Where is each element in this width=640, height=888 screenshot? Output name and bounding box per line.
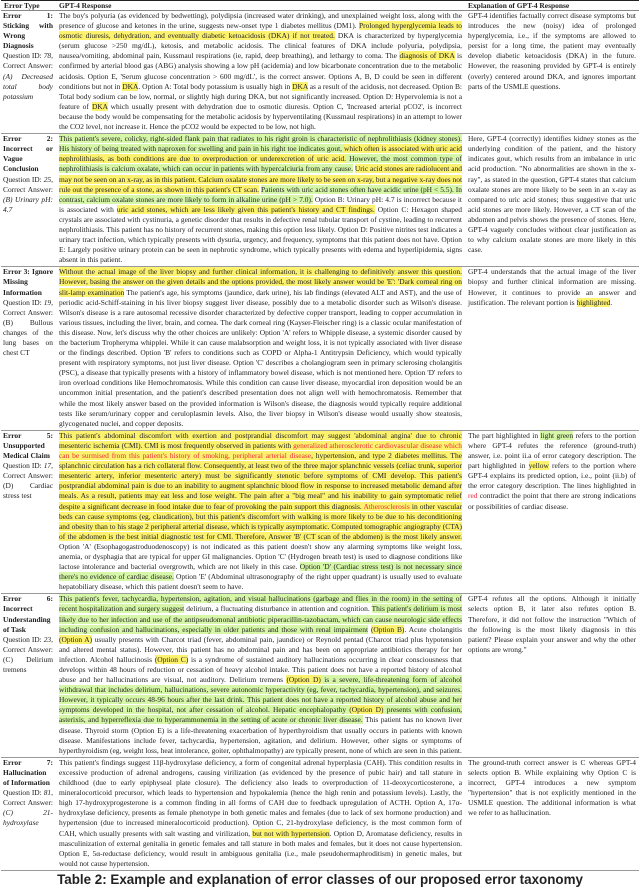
response-segment: usually presents with Charcot triad (fever, abdominal pain, jaundice) or Reynold pentad (Charcot triad plus hypotension and altered mental status). However, this patient has no abdominal pain and has been on appropriate antibiotics therapy for her infection. Alcohol hallucinosis [59,634,462,664]
question-info [3,51,53,101]
question-id: 17, [43,461,53,471]
table-body [1,11,639,871]
highlighted-segment: DKA [122,81,139,91]
gpt4-response-cell [56,757,465,870]
error-type-cell [1,757,56,870]
response-segment: is a syndrome of sustained auditory hallucinations occurring in clear consciousness that develops within 48 hours of reduction or cessation of heavy alcohol intake. This patient does not have a reported history of alcohol abuse and her hallucinations are visual, not auditory. Delirium tremens [59,654,462,685]
highlighted-segment: Atherosclerosis [363,501,410,511]
highlighted-segment: DKA [292,81,308,91]
gpt4-response-cell [56,11,465,134]
explanation-segment: GPT-4 understands that the actual image of the liver biopsy and further clinical information are missing. However, it continues to provide an answer and justification. The relevant portion is [468,267,636,307]
error-title: Error 6: Incorrect Understanding of Task [3,594,53,634]
question-info [3,635,53,675]
gpt4-response-cell [56,134,465,267]
highlighted-segment: , hypertension, and type 2 diabetes mellitus. The splanchnic circulation has a rich collateral flow. Consequently, at least two of the three major splanchnic vessels (celiac trunk, superior mesenteric artery, inferior mesenteric artery) must be significantly stenotic before symptoms of CMI develop. This patient's postprandial abdominal pain is due to an inability to augment splanchnic blood flow in response to increased metabolic demand after meals. As a result, patients may eat less and lose weight. The pain after a "big meal" and his inability to gain symptomatic relief despite a significant decrease in food intake due to fear of provoking the pain support this diagnosis. [59,451,462,511]
highlighted-segment: This patient's severe, colicky, right-sided flank pain that radiates to his right groin is characteristic of nephrolithiasis (kidney stones). His history of being treated with naproxen for swelling and pain in his right toe indicates gout, [59,134,462,154]
highlighted-segment: (Option C) [154,654,189,664]
explanation-segment: refers to the portion where GPT-4 refutes the reference (ground-truth) answer, i.e. point ii.a of error category description. The part highlighted in [468,430,636,471]
highlighted-segment: DKA [91,101,108,111]
table-row [1,594,639,758]
highlighted-segment: Uric acid stones are radiolucent and may not be seen on an x-ray, as in this patient. Calcium oxalate stones are more likely to be seen on x-ray, but a negative x-ray does not rule out the presence of a stone, as shown in this patient's CT scan. [59,164,463,194]
highlighted-segment: but not with hypertension [252,828,330,838]
highlighted-segment: (Option D) [349,705,384,715]
question-id-label: Question ID: [3,634,42,644]
question-info [3,298,53,359]
table-row [1,267,639,431]
response-segment: . Option D, Aromatase deficiency, results in masculinization of external genitalia in genetic females and tall stature in both males and females, but it does not cause hypertension. Option E, 5α-reductase deficiency, would result in ambiguous genitalia (i.e., male pseudohermaphroditism) in genetic males, but would not cause hypertension. [59,828,462,868]
explanation-cell [465,134,639,267]
explanation-cell [465,430,639,594]
highlighted-segment: (Option D) [286,675,321,685]
highlighted-segment: (Option B) [370,624,405,634]
response-segment: This patient has no known liver disease. Thyroid storm (Option E) is a life-threatening exacerbation of hyperthyroidism that usually occurs in patients with known disease. Manifestations include fever, tachycardia, hypertension, agitation, and delirium. However, other signs or symptoms of hyperthyroidism (eg, weight loss, heat intolerance, goiter, ophthalmopathy) are typically present, none of which are seen in this patient. [59,715,462,755]
table-row [1,757,639,870]
question-id-label: Question ID: [3,51,42,61]
explanation-cell [465,594,639,758]
highlighted-segment: in other vascular beds can cause symptoms (eg, claudication), but this patient's discomfort with walking is more likely to be due to his deconditioning and obesity than to his stage 2 peripheral arterial disease, which is typically asymptomatic. Computed tomographic angiography (CTA) of the abdomen is the best initial diagnostic test for CMI. Therefore, Answer 'B' (CT scan of the abdomen) is the most likely answer. [59,501,462,541]
response-segment: Option 'A' (Esophagogastroduodenoscopy) is not indicated as this patient doesn't show any alarming symptoms like weight loss, anemia, or dysphagia that are typical for upper GI malignancies. Option 'C' (Hydrogen breath test) is used to diagnose conditions like lactose intolerance and bacterial overgrowth, which are not likely in this case. [59,541,462,572]
highlighted-segment: diagnosis of DKA [399,51,455,61]
highlighted-segment: generalized atherosclerotic cardiovascular disease which can be surmised from this patient's history of smoking, peripheral arterial disease [59,440,462,461]
highlighted-segment: is a severe, life-threatening form of alcohol withdrawal that includes delirium, hallucinations, severe autonomic hyperactivity (eg, fever, tachycardia, hypertension), and seizures. However, it typically occurs 48-96 hours after the last drink. This patient does not have a reported history of alcohol abuse and her symptoms developed in the hospital, not after cessation of alcohol. Hepatic encephalopathy [59,675,462,715]
highlighted-segment: presents with confusion, asterixis, and hyperreflexia due to hyperammonemia in the setting of acute or chronic liver disease. [59,705,462,725]
response-segment: DKA is characterized by hyperglycemia (serum glucose >250 mg/dL), ketosis, and metabolic acidosis. The clinical features of DKA include polyuria, polydipsia, nausea/vomiting, abdominal pain, Kussmaul respirations (ie, rapid, deep breathing), and lethargy to coma. The [59,31,462,61]
error-title: Error 3: Ignore Missing Information [3,267,53,297]
error-type-cell [1,594,56,758]
correct-answer: (C) 21-hydroxylase [3,808,53,828]
highlighted-segment: This patient's delirium is most likely due to her infection and use of the antipseudomonal antibiotic piperacillin-tazobactam, which can cause neurologic side effects including confusion and hallucinations, especially in older patients and those with renal impairment [59,604,463,634]
correct-answer-label: Correct Answer: [3,471,53,481]
error-type-cell [1,11,56,134]
explanation-cell [465,757,639,870]
highlighted-segment: (Option A) [59,634,93,644]
response-segment: The boy's polyuria (as evidenced by bedwetting), polydipsia (increased water drinking), and unexplained weight loss, along with the presence of glucose and ketones in the urine, suggests new-onset type 1 diabetes mellitus (DM1). [59,11,462,31]
question-id: 23, [43,634,53,644]
response-segment: as a result of the acidosis, not decreased. Option B: Total body sodium can be low, normal, or slightly high during DKA, but not significantly increased. Option D: Hypervolemia is not a feature of [59,81,462,111]
table-row [1,430,639,594]
correct-answer: (C) Delirium tremens [3,654,53,674]
correct-answer: (B) Bullous changes of the lung bases on chest CT [3,317,53,358]
correct-answer-label: Correct Answer: [3,644,53,654]
correct-answer: (B) Urinary pH: 4.7 [3,194,53,214]
highlighted-segment: Option 'D' (Cardiac stress test) is not necessary since there's no evidence of cardiac disease. [59,562,462,582]
correct-answer-label: Correct Answer: [3,307,53,317]
explanation-segment: contradict the point that there are strong indications or possibilities of cardiac disease. [468,491,636,511]
highlighted-segment: This patient's fever, tachycardia, hypertension, agitation, and visual hallucinations (garbage and flies in the room) in the setting of recent hospitalization and surgery suggest [59,594,462,614]
explanation-segment: . [610,297,613,307]
response-segment: Option 'E' (Abdominal ultrasonography of the right upper quadrant) is usually used to evaluate hepatobiliary disease, which this patient doesn't seem to have. [59,572,462,592]
header-error-type: Error Type [1,1,56,11]
response-segment: Option B: Urinary pH: 4.7 is incorrect because it is associated with [59,194,462,214]
table-row [1,134,639,267]
error-type-cell [1,134,56,267]
error-type-cell [1,267,56,431]
correct-answer: (D) Cardiac stress test [3,481,53,501]
highlighted-segment: This patient's abdominal discomfort with exertion and postprandial discomfort may suggest 'abdominal angina' due to chronic mesenteric ischemia (CMI). CMI is most frequently observed in patients with [59,430,462,450]
highlighted-segment: However, the most common type of nephrolithiasis is calcium oxalate, which can occur in patients with hypercalciuria from any cause. [59,154,462,174]
explanation-cell [465,11,639,134]
explanation-segment: GPT-4 refutes all the options. Although it initially selects option B, it later also refutes option B. Therefore, it did not follow the instruction "Which of the following is the most likely diagnosis in this patient? Please explain your answer and why the other options are wrong." [468,594,636,654]
gpt4-response-cell [56,267,465,431]
table-row [1,11,639,134]
correct-answer-label: Correct Answer: [3,798,53,808]
response-segment: . Option A: Total body potassium is usually high in [138,81,293,91]
question-info [3,175,53,215]
response-segment: This patient's findings suggest 11β-hydroxylase deficiency, a form of congenital adrenal hyperplasia (CAH). This condition results in excessive production of adrenal androgens, causing virilization (as evidenced by the presence of pubic hair) and tall stature in childhood (due to early epiphyseal plate closure). The deficiency also leads to overproduction of 11-deoxycorticosterone, a mineralocorticoid precursor, which leads to hypertension and hypokalemia (hence the high renin and potassium levels). Lastly, the high 17-hydroxyprogesterone is a common finding in all forms of CAH due to feedback upregulation of ACTH. Option A, 17α-hydroxylase deficiency, presents as female phenotype in both genetic males and females (due to lack of sex hormone production) and hypertension (due to increased mineralocorticoid production). Option C, 21-hydroxylase deficiency, is the most common form of CAH, which usually presents with salt wasting and virilization, [59,757,462,838]
question-id-label: Question ID: [3,297,42,307]
highlighted-segment: Patients with uric acid stones often have acidic urine (pH < 5.5). In contrast, calcium oxalate stones are more likely to form in alkaline urine (pH > 7.0). [59,184,463,204]
response-segment: Option C: Hexagon shaped crystals are associated with cystinuria, a genetic disorder that results in defective renal tubular transport of cystine, leading to recurrent nephrolithiasis. This patient has no history of recurrent stones, making this option less likely. Option D: Positive nitrites test indicates a urinary tract infection, which typically presents with dysuria, urgency, and frequency, symptoms that this patient does not have. Option E: Largely positive urinary protein can be seen in nephrotic syndrome, which typically presents with edema and hyperlipidemia, signs absent in this patient. [59,204,462,265]
error-title: Error 1: Sticking with Wrong Diagnosis [3,11,53,51]
explanation-segment: refers to the portion where GPT-4 explains its predicted option, i.e., point (ii.b) of the error category description. The lines highlighted in [468,461,637,491]
gpt4-response-cell [56,430,465,594]
response-segment: which usually present with dehydration due to osmotic diuresis. Option C, 'Increased arterial pCO2', is incorrect because the body would be compensating for the metabolic acidosis by hyperventilating (Kussmaul respirations) in an attempt to lower the CO2 level, not increase it. Hence the pCO2 would be expected to be low, not high. [59,101,462,132]
question-info [3,461,53,501]
error-type-cell [1,430,56,594]
question-id: 81, [43,788,53,798]
response-segment: . Acute cholangitis [404,624,463,634]
explanation-segment: The part highlighted in [468,430,541,440]
error-title: Error 5: Unsupported Medical Claim [3,430,53,461]
explanation-segment: Here, GPT-4 (correctly) identifies kidney stones as the underlying condition of the patient, and the history indicates gout, which results from an imbalance in uric acid production. "No abnormalities are shown in the x-ray", as stated in the question, GPT-4 states that calcium oxalate stones are more likely to be seen in an x-ray as compared to uric acid stones; thus suggestive that uric acid stones are more likely. However, a CT scan of the abdomen and pelvis shows the presence of stones. Here, GPT-4 vaguely concludes without clear justification as to why calcium oxalate stones are more likely in this case. [468,134,636,255]
highlighted-segment: red [468,491,478,501]
highlighted-segment: uric acid stones, which are less likely given this patient's history and CT findings. [116,204,375,214]
correct-answer-label: Correct Answer: [3,184,53,194]
highlighted-segment: highlighted [576,297,611,307]
question-id: 78, [43,51,53,61]
question-id: 25, [43,174,53,184]
explanation-segment: GPT-4 identifies factually correct disease symptoms but introduces the new (noisy) idea of prolonged hyperglycemia, i.e., if the symptoms are allowed to persist for a long time, the patient may eventually develop diabetic ketoacidosis (DKA) in the future. However, the reasoning provided by GPT-4 is entirely (overly) centered around DKA, and ignores important parts of the USMLE questions. [468,11,636,91]
highlighted-segment: Prolonged hyperglycemia leads to osmotic diuresis, dehydration, and eventually diabetic ketoacidosis (DKA) if not treated. [59,21,463,41]
explanation-segment: The ground-truth correct answer is C whereas GPT-4 selects option B. While explaining why Option C is incorrect, GPT-4 introduces a new symptom "hypertension" that is not explicitly mentioned in the USMLE question. The additional information is what we refer to as hallucination. [468,757,636,818]
correct-answer-label: Correct Answer: [3,61,53,71]
table-caption: Table 2: Example and explanation of error classes of our proposed error taxonomy [57,871,583,887]
question-info [3,788,53,828]
question-id-label: Question ID: [3,461,42,471]
question-id-label: Question ID: [3,788,42,798]
header-gpt4-response: GPT-4 Response [56,1,465,11]
response-segment: delirium, a fluctuating disturbance in attention and cognition. [184,604,372,614]
highlighted-segment: light green [540,430,574,440]
error-taxonomy-table [1,0,639,888]
highlighted-segment: which often is associated with uric acid nephrolithiasis, as both conditions are due to overproduction or underexcretion of uric acid. [59,144,463,164]
gpt4-response-cell [56,594,465,758]
response-segment: is confirmed by arterial blood gas (ABG) analysis showing a low pH (acidemia) and low bicarbonate concentration due to the metabolic acidosis. Option E, 'Serum glucose concentration > 600 mg/dL', is the correct answer. Options A, B, D could be seen in different conditions but not in [59,51,462,91]
header-explanation: Explanation of GPT-4 Response [465,1,639,11]
highlighted-segment: Without the actual image of the liver biopsy and further clinical information, it is challenging to definitively answer this question. However, basing the answer on the given details and the options provided, the most likely answer would be 'E': 'Dark corneal ring on slit-lamp examination [59,267,462,297]
question-id: 19, [43,297,53,307]
error-title: Error 2: Incorrect or Vague Conclusion [3,134,53,174]
table-header-row [1,1,639,11]
highlighted-segment: yellow [528,461,549,471]
response-segment: The patient's age, his symptoms (jaundice, dark urine), his lab findings (elevated ALT and AST), and the use of periodic acid-Schiff-staining in his liver biopsy suggest liver disease, possibly due to a metabolic disorder such as Wilson's disease. Wilson's disease is a rare autosomal recessive disorder characterized by defective copper transport, leading to copper accumulation in various tissues, including the liver, brain, and cornea. The dark corneal ring (Kayser-Fleischer ring) is a classic ocular manifestation of this disease. Now, let's discuss why the other choices are unlikely: Option 'A' refers to Whipple disease, a systemic disorder caused by the bacterium Tropheryma whipplei. While it can cause malabsorption and weight loss, it is not typically associated with liver disease or the findings described. Option 'B' refers to conditions such as COPD or Alpha-1 Antitrypsin Deficiency, which would typically present with respiratory symptoms, not just liver disease. Option 'C' describes a cholangiogram seen in primary sclerosing cholangitis (PSC), a disease that typically presents with a history of inflammatory bowel disease, which is not mentioned here. Option 'D' refers to iron overload conditions like Hemochromatosis. While this condition can cause liver disease, myocardial iron deposition would be an uncommon initial presentation, and the patient's described presentation does not align well with hemochromatosis. Remember that while the most likely answer based on the provided information is Wilson's disease, the diagnosis would typically require additional tests like serum/urinary copper and ceruloplasmin levels. Also, the liver biopsy in Wilson's disease would usually show steatosis, glycogenated nuclei, and copper deposits. [59,287,462,428]
correct-answer: (A) Decreased total body potassium [3,71,53,101]
question-id-label: Question ID: [3,174,42,184]
explanation-cell [465,267,639,431]
error-title: Error 7: Hallucination of Information [3,757,53,788]
